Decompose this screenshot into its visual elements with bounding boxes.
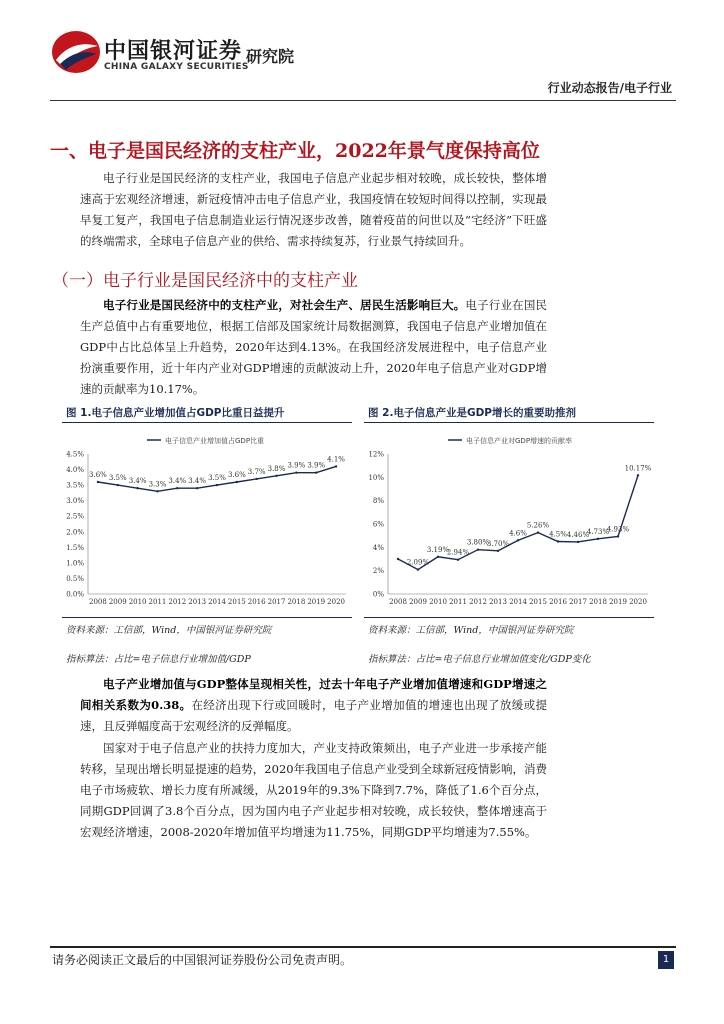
figure-1-source: 资料来源：工信部，Wind，中国银河证券研究院 bbox=[66, 625, 272, 636]
data-point bbox=[557, 540, 559, 542]
y-tick-label: 2.5% bbox=[66, 512, 84, 521]
data-label: 3.19% bbox=[426, 545, 450, 554]
data-label: 2.09% bbox=[406, 558, 430, 567]
figure-1-rule bbox=[62, 422, 352, 423]
data-point bbox=[196, 487, 198, 489]
disclaimer: 请务必阅读正文最后的中国银河证券股份公司免责声明。 bbox=[52, 953, 353, 967]
x-tick-label: 2016 bbox=[549, 598, 567, 606]
data-point bbox=[457, 559, 459, 561]
x-tick-label: 2020 bbox=[327, 598, 345, 606]
data-point bbox=[577, 541, 579, 543]
x-tick-label: 2013 bbox=[188, 598, 207, 606]
data-label: 3.4% bbox=[168, 477, 187, 486]
data-label: 4.93% bbox=[606, 525, 630, 534]
data-label: 4.46% bbox=[566, 530, 590, 539]
legend-label: 电子信息产业增加值占GDP比重 bbox=[165, 437, 265, 445]
chart-legend bbox=[147, 436, 264, 445]
paragraph-3 bbox=[80, 738, 547, 843]
subsection-title: （一）电子行业是国民经济中的支柱产业 bbox=[52, 271, 358, 291]
data-label: 3.9% bbox=[287, 461, 306, 470]
data-point bbox=[537, 531, 539, 533]
data-point bbox=[295, 471, 297, 473]
data-point bbox=[617, 535, 619, 537]
logo-text-en: CHINA GALAXY SECURITIES bbox=[104, 62, 249, 72]
data-point bbox=[176, 487, 178, 489]
data-point bbox=[637, 474, 639, 476]
y-tick-label: 4% bbox=[372, 543, 384, 552]
y-tick-label: 0.5% bbox=[66, 574, 84, 583]
data-label: 4.73% bbox=[586, 527, 610, 536]
y-tick-label: 3.0% bbox=[66, 497, 84, 506]
paragraph-1-text: 电子行业在国民生产总值中占有重要地位，根据工信部及国家统计局数据测算，我国电子信息产业增加值在GDP中占比总体呈上升趋势，2020年达到4.13%。在我国经济发展进程中，电子信息产业扮演重要作用，近十年内产业对GDP增速的贡献波动上升，2020年电子信息产业对GDP增速的贡献率为10.17%。 bbox=[80, 298, 548, 396]
x-tick-label: 2008 bbox=[89, 598, 107, 606]
x-tick-label: 2018 bbox=[287, 598, 306, 606]
data-label: 3.4% bbox=[188, 477, 207, 486]
y-tick-label: 0% bbox=[372, 590, 384, 599]
data-point bbox=[437, 556, 439, 558]
x-tick-label: 2015 bbox=[227, 598, 246, 606]
logo-text-cn: 中国银河证券 bbox=[104, 39, 243, 64]
x-tick-label: 2015 bbox=[529, 598, 547, 606]
series-line bbox=[398, 475, 638, 569]
data-point bbox=[417, 568, 419, 570]
figure-1-title: 图 1.电子信息产业增加值占GDP比重日益提升 bbox=[66, 407, 285, 419]
x-tick-label: 2010 bbox=[429, 598, 447, 606]
data-label: 4.5% bbox=[549, 530, 567, 539]
data-label: 3.6% bbox=[227, 471, 246, 479]
page-number: 1 bbox=[658, 951, 674, 969]
data-point bbox=[97, 481, 99, 483]
paragraph-2 bbox=[80, 674, 547, 737]
data-label: 4.1% bbox=[327, 455, 345, 464]
x-tick-label: 2008 bbox=[389, 598, 407, 606]
data-point bbox=[477, 548, 479, 550]
y-tick-label: 1.0% bbox=[66, 559, 84, 568]
data-point bbox=[156, 490, 158, 492]
x-tick-label: 2009 bbox=[108, 598, 127, 606]
y-tick-label: 6% bbox=[372, 520, 384, 529]
intro-text: 电子行业是国民经济的支柱产业，我国电子信息产业起步相对较晚，成长较快，整体增速高于宏观经济增速，新冠疫情冲击电子信息产业，我国疫情在较短时间得以控制，实现最早复工复产，我国电子信息制造业运行情况逐步改善，随着疫苗的问世以及“宅经济”下旺盛的终端需求，全球电子信息产业的供给、需求持续复苏，行业景气持续回升。 bbox=[80, 171, 547, 248]
logo bbox=[50, 28, 102, 76]
y-tick-label: 0.0% bbox=[66, 590, 84, 599]
data-point bbox=[275, 475, 277, 477]
paragraph-1-bold: 电子行业是国民经济中的支柱产业，对社会生产、居民生活影响巨大。 bbox=[103, 298, 466, 312]
x-tick-label: 2009 bbox=[409, 598, 427, 606]
data-label: 4.6% bbox=[509, 529, 527, 538]
data-point bbox=[136, 487, 138, 489]
data-point bbox=[597, 538, 599, 540]
y-tick-label: 12% bbox=[368, 450, 384, 459]
paragraph-2-text: 在经济出现下行或回暖时，电子产业增加值的增速也出现了放缓或提速，且反弹幅度高于宏观经济的反弹幅度。 bbox=[80, 698, 548, 733]
data-point bbox=[117, 484, 119, 486]
data-label: 3.5% bbox=[108, 474, 127, 483]
data-point bbox=[517, 539, 519, 541]
chart-legend bbox=[448, 436, 572, 445]
y-tick-label: 2.0% bbox=[66, 528, 84, 537]
institute-name: 研究院 bbox=[246, 47, 295, 66]
figure-2-source: 资料来源：工信部，Wind，中国银河证券研究院 bbox=[368, 625, 574, 636]
section-title: 一、电子是国民经济的支柱产业，2022年景气度保持高位 bbox=[50, 140, 540, 162]
legend-label: 电子信息产业对GDP增速的贡献率 bbox=[466, 437, 573, 445]
footer-rule bbox=[50, 946, 676, 948]
y-tick-label: 10% bbox=[368, 473, 384, 482]
header-rule bbox=[50, 100, 676, 101]
data-label: 3.4% bbox=[128, 477, 147, 486]
data-label: 3.80% bbox=[466, 538, 490, 547]
report-type: 行业动态报告/电子行业 bbox=[547, 81, 672, 95]
y-tick-label: 2% bbox=[372, 567, 384, 576]
x-tick-label: 2016 bbox=[247, 598, 266, 606]
data-label: 3.5% bbox=[208, 474, 226, 483]
figure-2-method: 指标算法：占比=电子信息行业增加值变化/GDP变化 bbox=[368, 654, 591, 665]
x-tick-label: 2017 bbox=[569, 598, 587, 606]
data-label: 3.3% bbox=[148, 480, 167, 489]
data-label: 10.17% bbox=[624, 464, 652, 473]
chart-2 bbox=[364, 426, 654, 616]
data-point bbox=[255, 478, 257, 480]
data-label: 2.94% bbox=[446, 548, 470, 557]
figure-2-bottom-rule bbox=[364, 617, 654, 618]
data-point bbox=[397, 558, 399, 560]
x-tick-label: 2013 bbox=[489, 598, 507, 606]
figure-2-title: 图 2.电子信息产业是GDP增长的重要助推剂 bbox=[368, 407, 576, 419]
y-tick-label: 1.5% bbox=[66, 543, 84, 552]
x-tick-label: 2020 bbox=[629, 598, 647, 606]
y-tick-label: 4.0% bbox=[66, 466, 84, 475]
paragraph-3-text: 国家对于电子信息产业的扶持力度加大，产业支持政策频出，电子产业进一步承接产能转移，呈现出增长明显提速的趋势，2020年我国电子信息产业受到全球新冠疫情影响，消费电子市场疲软、增长力度有所减缓，从2019年的9.3%下降到7.7%，降低了1.6个百分点，同期GDP回调了3.8个百分点，因为国内电子产业起步相对较晚，成长较快，整体增速高于宏观经济增速，2008-2020年增加值平均增速为11.75%，同期GDP平均增速为7.55%。 bbox=[80, 741, 547, 839]
figure-1-method: 指标算法：占比=电子信息行业增加值/GDP bbox=[66, 654, 251, 665]
x-tick-label: 2012 bbox=[168, 598, 187, 606]
x-tick-label: 2019 bbox=[609, 598, 627, 606]
x-tick-label: 2010 bbox=[128, 598, 147, 606]
x-tick-label: 2018 bbox=[589, 598, 607, 606]
data-label: 3.6% bbox=[89, 471, 107, 479]
intro-paragraph bbox=[80, 168, 547, 252]
x-tick-label: 2012 bbox=[469, 598, 487, 606]
data-point bbox=[335, 465, 337, 467]
data-point bbox=[315, 471, 317, 473]
x-tick-label: 2019 bbox=[307, 598, 326, 606]
galaxy-logo-icon bbox=[50, 28, 102, 76]
data-label: 3.8% bbox=[267, 464, 286, 473]
data-label: 3.7% bbox=[247, 467, 266, 476]
data-point bbox=[236, 481, 238, 483]
x-tick-label: 2014 bbox=[208, 598, 226, 606]
data-point bbox=[216, 484, 218, 486]
data-label: 3.70% bbox=[486, 539, 510, 548]
paragraph-1 bbox=[80, 295, 547, 400]
paragraph-2-bold: 电子产业增加值与GDP整体呈现相关性，过去十年电子产业增加值增速和GDP增速之间相关系数为0.38。 bbox=[80, 677, 547, 712]
y-tick-label: 8% bbox=[372, 497, 384, 506]
chart-1 bbox=[62, 426, 352, 616]
x-tick-label: 2017 bbox=[267, 598, 286, 606]
figure-1-bottom-rule bbox=[62, 617, 352, 618]
x-tick-label: 2011 bbox=[148, 598, 167, 606]
figure-2-rule bbox=[364, 422, 654, 423]
data-label: 3.9% bbox=[307, 461, 326, 470]
y-tick-label: 4.5% bbox=[66, 450, 84, 459]
data-label: 5.26% bbox=[526, 521, 550, 530]
x-tick-label: 2014 bbox=[509, 598, 527, 606]
data-point bbox=[497, 550, 499, 552]
x-tick-label: 2011 bbox=[449, 598, 467, 606]
y-tick-label: 3.5% bbox=[66, 481, 84, 490]
